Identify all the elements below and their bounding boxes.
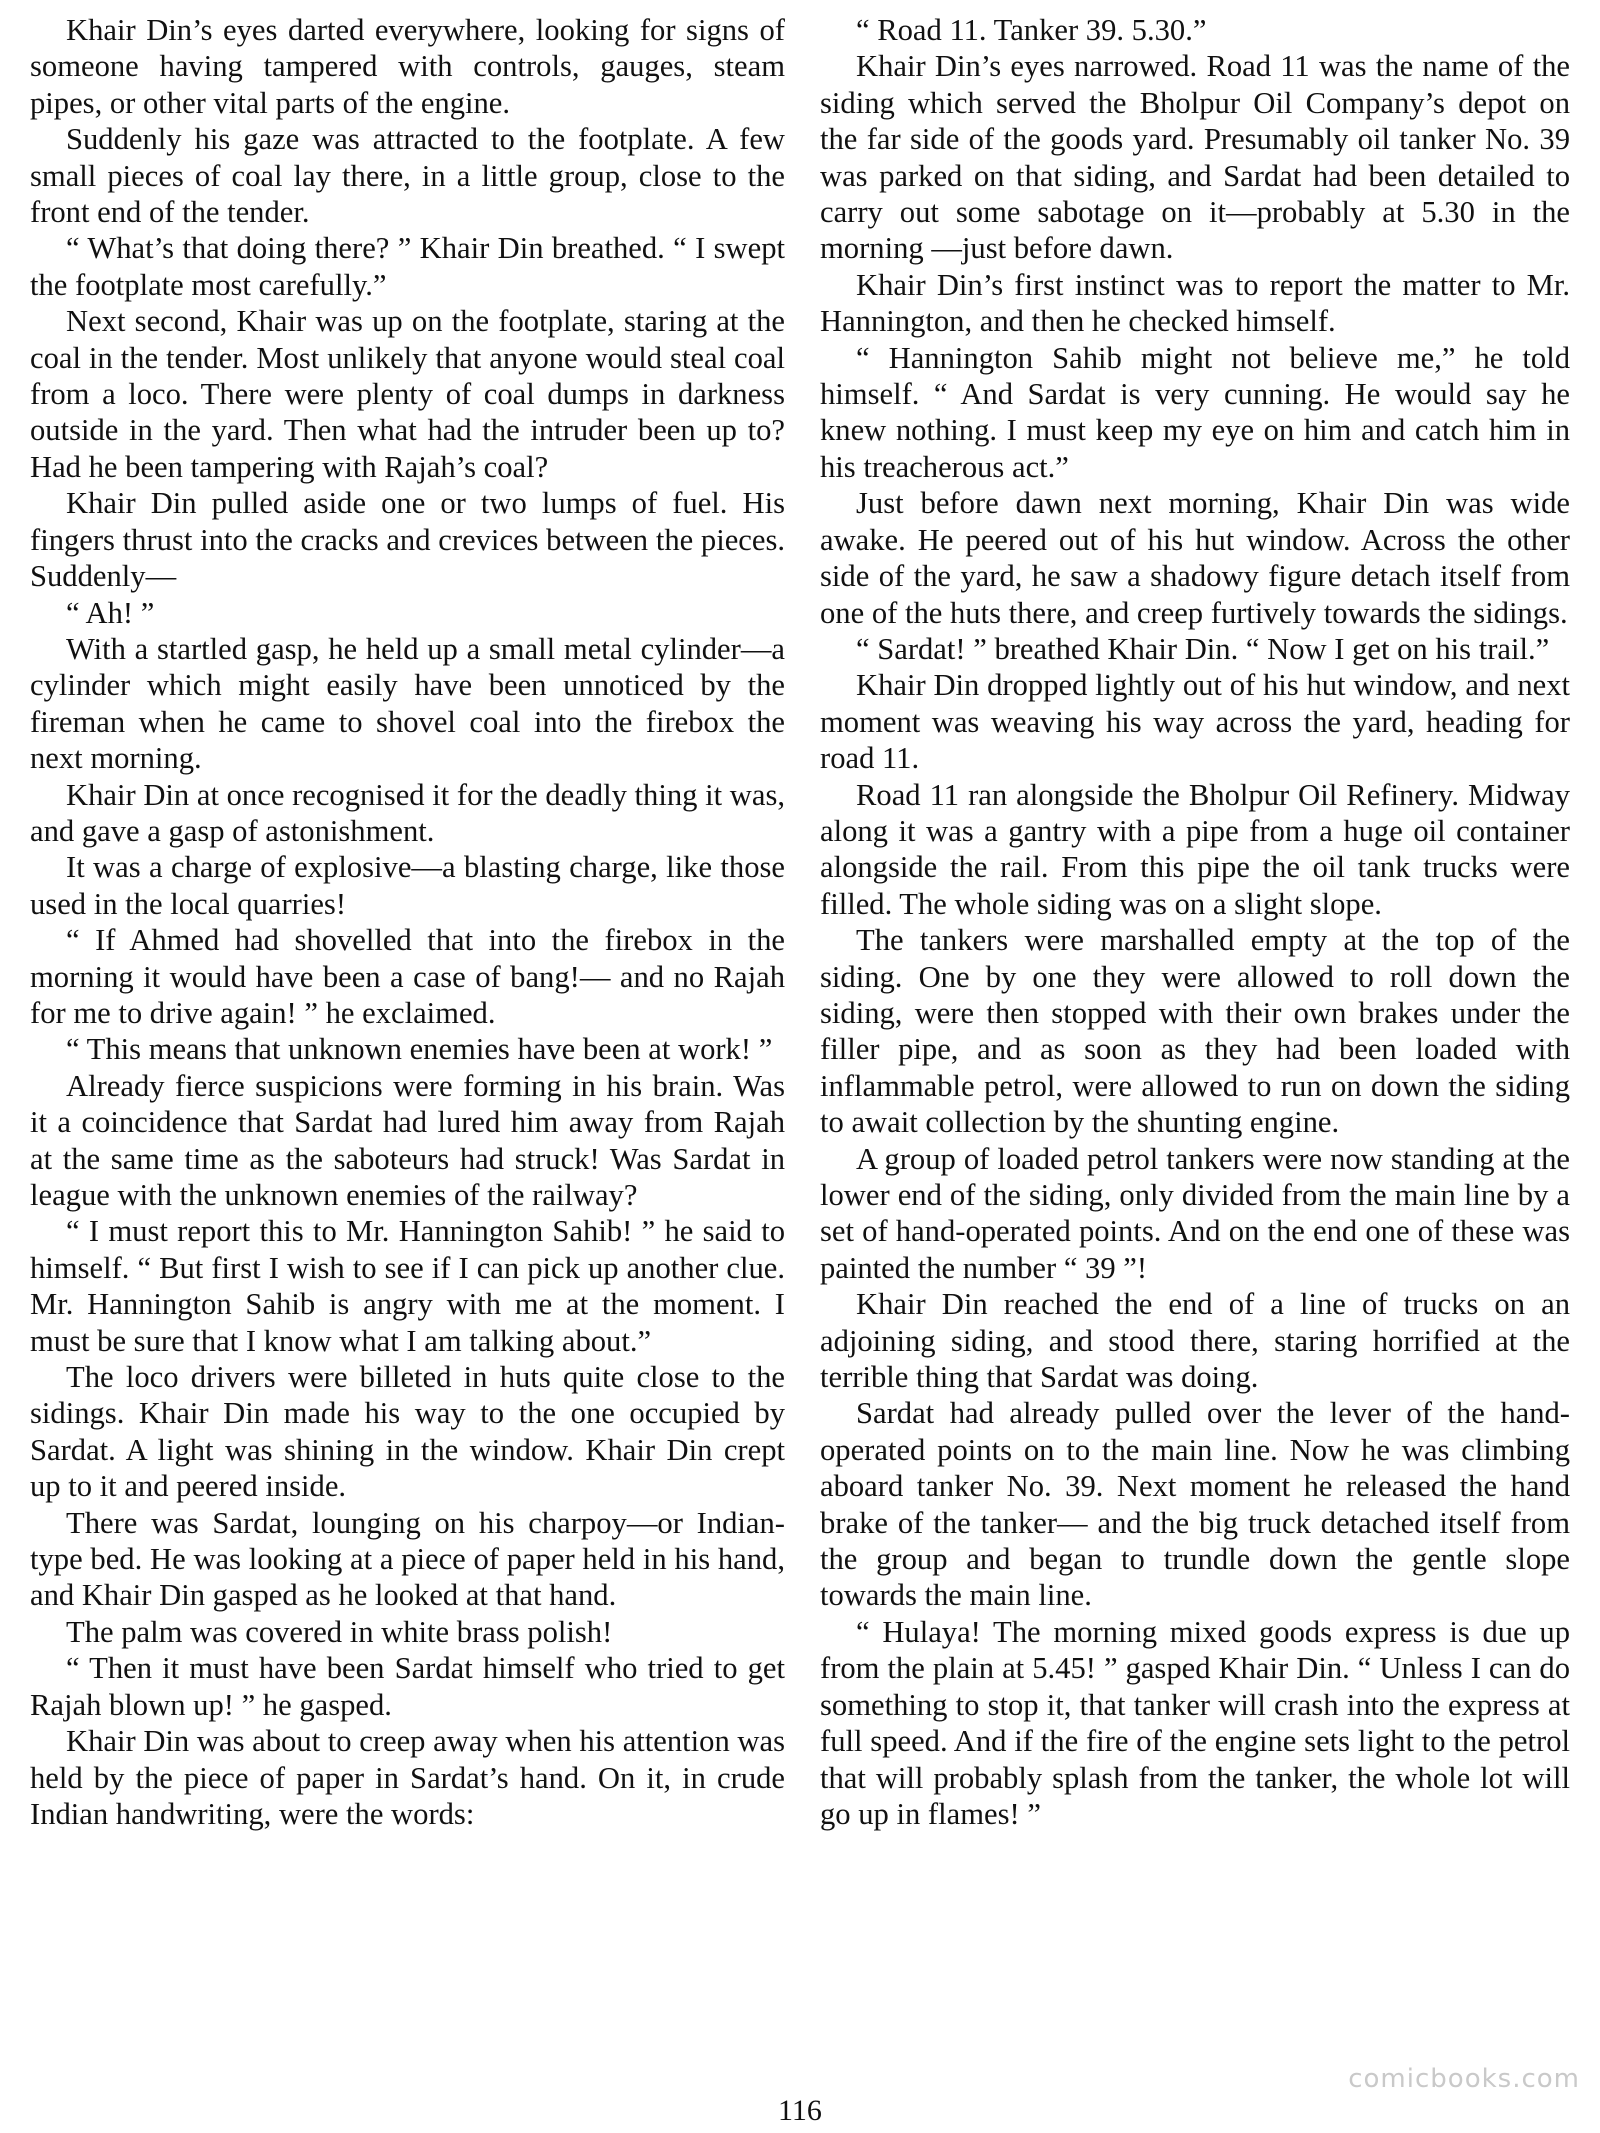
paragraph: Khair Din dropped lightly out of his hut window, and next moment was weaving his way across the yard, heading for road 11. [820, 668, 1570, 776]
paragraph: “ Ah! ” [66, 595, 155, 630]
paragraph: Sardat had already pulled over the lever of the hand-operated points on to the main line. Now he was climbing aboard tanker No. 39. Next moment he released the hand brake of the tanker— and the big truck detached itself from the group and began to trundle down the gentle slope towards the main line. [820, 1396, 1570, 1613]
paragraph: “ What’s that doing there? ” Khair Din breathed. “ I swept the footplate most carefully.” [30, 231, 785, 302]
paragraph: The loco drivers were billeted in huts quite close to the sidings. Khair Din made his way to the one occupied by Sardat. A light was shining in the window. Khair Din crept up to it and peered inside. [30, 1360, 785, 1504]
paragraph: Already fierce suspicions were forming in his brain. Was it a coincidence that Sardat had lured him away from Rajah at the same time as the saboteurs had struck! Was Sardat in league with the unknown enemies of the railway? [30, 1068, 785, 1212]
paragraph: A group of loaded petrol tankers were now standing at the lower end of the siding, only divided from the main line by a set of hand-operated points. And on the end one of these was painted the number “ 39 ”! [820, 1141, 1570, 1285]
paragraph: There was Sardat, lounging on his charpoy—or Indian-type bed. He was looking at a piece of paper held in his hand, and Khair Din gasped as he looked at that hand. [30, 1505, 785, 1613]
paragraph: Just before dawn next morning, Khair Din was wide awake. He peered out of his hut window. Across the other side of the yard, he saw a shadowy figure detach itself from one of the huts there, and creep furtively towards the sidings. [820, 486, 1570, 630]
paragraph: The tankers were marshalled empty at the top of the siding. One by one they were allowed to roll down the siding, were then stopped with their own brakes under the filler pipe, and as soon as they had been loaded with inflammable petrol, were allowed to run on down the siding to await collection by the shunting engine. [820, 923, 1570, 1140]
paragraph: Suddenly his gaze was attracted to the footplate. A few small pieces of coal lay there, in a little group, close to the front end of the tender. [30, 122, 785, 230]
paragraph: “ I must report this to Mr. Hannington Sahib! ” he said to himself. “ But first I wish to see if I can pick up another clue. Mr. Hannington Sahib is angry with me at the moment. I must be sure that I know what I am talking about.” [30, 1214, 785, 1358]
watermark: comicbooks.com [1348, 2064, 1580, 2094]
paragraph: Khair Din at once recognised it for the deadly thing it was, and gave a gasp of astonishment. [30, 777, 785, 848]
paragraph: “ Hannington Sahib might not believe me,” he told himself. “ And Sardat is very cunning. He would say he knew nothing. I must keep my eye on him and catch him in his treacherous act.” [820, 340, 1570, 484]
paragraph: Khair Din reached the end of a line of trucks on an adjoining siding, and stood there, staring horrified at the terrible thing that Sardat was doing. [820, 1287, 1570, 1395]
paragraph: The palm was covered in white brass polish! [66, 1614, 613, 1649]
paragraph: With a startled gasp, he held up a small metal cylinder—a cylinder which might easily have been unnoticed by the fireman when he came to shovel coal into the firebox the next morning. [30, 631, 785, 776]
paragraph: Khair Din’s first instinct was to report the matter to Mr. Hannington, and then he checked himself. [820, 267, 1570, 339]
paragraph: Khair Din’s eyes narrowed. Road 11 was the name of the siding which served the Bholpur Oil Company’s depot on the far side of the goods yard. Presumably oil tanker No. 39 was parked on that siding, and Sardat had been detailed to carry out some sabotage on it—probably at 5.30 in the morning —just before dawn. [820, 49, 1570, 266]
paragraph: Khair Din pulled aside one or two lumps of fuel. His fingers thrust into the cracks and crevices between the pieces. Suddenly— [30, 486, 785, 594]
paragraph: Next second, Khair was up on the footplate, staring at the coal in the tender. Most unlikely that anyone would steal coal from a loco. There were plenty of coal dumps in darkness outside in the yard. Then what had the intruder been up to? Had he been tampering with Rajah’s coal? [30, 304, 785, 484]
paragraph: “ Hulaya! The morning mixed goods express is due up from the plain at 5.45! ” gasped Khair Din. “ Unless I can do something to stop it, that tanker will crash into the express at full speed. And if the fire of the engine sets light to the petrol that will probably splash from the tanker, the whole lot will go up in flames! ” [820, 1614, 1570, 1831]
right-text-column [820, 12, 1570, 1832]
paragraph: “ Road 11. Tanker 39. 5.30.” [856, 13, 1207, 47]
paragraph: Khair Din’s eyes darted everywhere, looking for signs of someone having tampered with controls, gauges, steam pipes, or other vital parts of the engine. [30, 13, 785, 120]
paragraph: “ Sardat! ” breathed Khair Din. “ Now I get on his trail.” [856, 631, 1550, 666]
paragraph: “ Then it must have been Sardat himself who tried to get Rajah blown up! ” he gasped. [30, 1651, 785, 1722]
paragraph: Khair Din was about to creep away when his attention was held by the piece of paper in Sardat’s hand. On it, in crude Indian handwriting, were the words: [30, 1724, 785, 1831]
paragraph: “ If Ahmed had shovelled that into the firebox in the morning it would have been a case of bang!— and no Rajah for me to drive again! ” he exclaimed. [30, 923, 785, 1030]
page-number: 116 [778, 2094, 822, 2127]
paragraph: It was a charge of explosive—a blasting charge, like those used in the local quarries! [30, 850, 785, 921]
paragraph: “ This means that unknown enemies have been at work! ” [66, 1032, 773, 1067]
left-text-column [30, 12, 785, 1832]
paragraph: Road 11 ran alongside the Bholpur Oil Refinery. Midway along it was a gantry with a pipe from a huge oil container alongside the rail. From this pipe the oil tank trucks were filled. The whole siding was on a slight slope. [820, 777, 1570, 921]
